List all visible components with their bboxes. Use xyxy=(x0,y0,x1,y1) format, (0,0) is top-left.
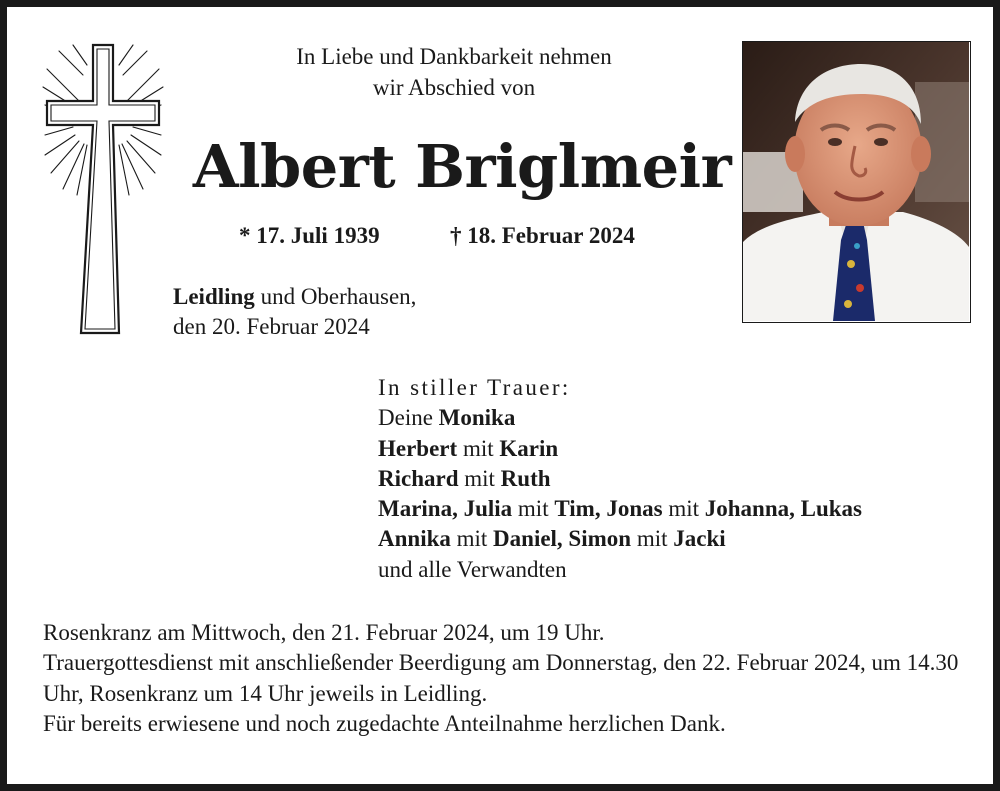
mourner-name: Marina, Julia xyxy=(378,496,513,522)
rosary-info: Rosenkranz am Mittwoch, den 21. Februar 2024, um 19 Uhr. xyxy=(43,620,605,645)
mourner-line xyxy=(378,524,862,554)
mourner-text: mit xyxy=(458,465,501,491)
mourner-name: Jacki xyxy=(673,526,726,552)
mourner-line xyxy=(378,403,862,433)
deceased-name: Albert Briglmeir xyxy=(192,132,732,201)
portrait-illustration xyxy=(743,42,969,321)
mourner-name: Ruth xyxy=(500,465,551,491)
mourners-heading: In stiller Trauer: xyxy=(378,375,571,400)
notice-date: den 20. Februar 2024 xyxy=(173,314,370,339)
mourner-text: mit xyxy=(457,435,500,461)
birth-date: * 17. Juli 1939 xyxy=(239,223,380,248)
mourner-line xyxy=(378,494,862,524)
mourner-name: Richard xyxy=(378,465,459,491)
intro-line-2: wir Abschied von xyxy=(372,75,536,100)
mourner-line xyxy=(378,464,862,494)
service-schedule xyxy=(43,618,963,739)
mourner-text: mit xyxy=(631,526,674,552)
place-and-date xyxy=(173,282,416,342)
portrait-photo xyxy=(742,41,971,323)
intro-text xyxy=(207,41,701,103)
death-date: † 18. Februar 2024 xyxy=(450,223,635,248)
mourners-list xyxy=(378,373,862,585)
mourner-name: Herbert xyxy=(378,435,458,461)
mourner-text: mit xyxy=(512,496,555,522)
mourner-line xyxy=(378,555,862,585)
place-town: Leidling xyxy=(173,284,255,309)
mourner-line xyxy=(378,434,862,464)
mourner-text: und alle Verwandten xyxy=(378,556,567,582)
mourner-text: Deine xyxy=(378,405,439,431)
mourner-text: mit xyxy=(450,526,494,552)
mourner-text: mit xyxy=(662,496,705,522)
mourner-name: Monika xyxy=(438,405,516,431)
mourner-name: Daniel, Simon xyxy=(493,526,632,552)
thanks-text: Für bereits erwiesene und noch zugedachte Anteilnahme herzlichen Dank. xyxy=(43,710,726,736)
funeral-info: Trauergottesdienst mit anschließender Beerdigung am Donnerstag, den 22. Februar 2024, um 14.30 Uhr, Rosenkranz um 14 Uhr jeweils in Leidling. xyxy=(43,650,959,706)
place-rest: und Oberhausen, xyxy=(254,284,417,309)
mourner-name: Johanna, Lukas xyxy=(704,496,862,522)
mourner-name: Tim, Jonas xyxy=(554,496,663,522)
intro-line-1: In Liebe und Dankbarkeit nehmen xyxy=(296,44,612,69)
mourner-name: Annika xyxy=(378,526,451,552)
radiant-cross-icon xyxy=(41,41,165,337)
mourner-name: Karin xyxy=(499,435,559,461)
